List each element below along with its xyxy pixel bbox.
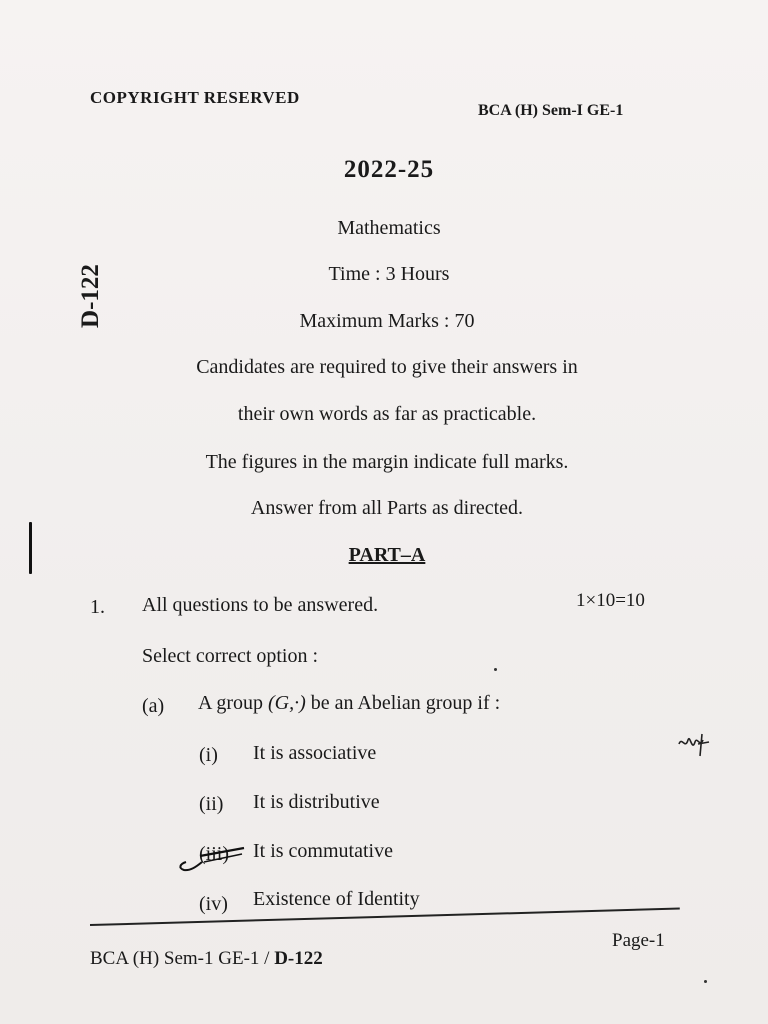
speck: [704, 980, 707, 983]
question-subtext: Select correct option :: [142, 645, 319, 667]
side-paper-code: D-122: [77, 264, 104, 328]
subquestion-text-before: A group: [198, 692, 268, 714]
question-number: 1.: [90, 596, 105, 618]
course-code-header: BCA (H) Sem-I GE-1: [478, 102, 624, 119]
option-number-marked: (iii): [199, 843, 229, 865]
option-text: It is commutative: [253, 840, 393, 862]
group-notation: (G,·): [268, 692, 306, 714]
instruction-line: The figures in the margin indicate full marks.: [205, 451, 569, 473]
exam-time: Time : 3 Hours: [328, 263, 450, 285]
instruction-line: their own words as far as practicable.: [237, 403, 537, 425]
handwritten-tick-icon: [176, 840, 246, 874]
option-number: (i): [199, 744, 218, 766]
subquestion-text: [198, 692, 500, 715]
footer-course-prefix: BCA (H) Sem-1 GE-1 /: [90, 948, 275, 969]
instruction-line: Answer from all Parts as directed.: [250, 497, 524, 519]
footer-course-code: [90, 948, 323, 970]
exam-year: 2022-25: [343, 156, 435, 183]
copyright-notice: COPYRIGHT RESERVED: [90, 88, 300, 107]
question-text: All questions to be answered.: [142, 594, 379, 616]
option-text: It is associative: [253, 742, 377, 764]
option-number: (iv): [199, 893, 228, 915]
subquestion-label: (a): [142, 695, 165, 717]
exam-subject: Mathematics: [337, 217, 441, 239]
question-marks: 1×10=10: [576, 590, 645, 611]
speck: [494, 668, 497, 671]
handwritten-scribble-icon: [676, 730, 712, 760]
option-text: Existence of Identity: [253, 888, 420, 910]
exam-max-marks: Maximum Marks : 70: [299, 310, 475, 332]
part-heading: PART–A: [348, 544, 426, 566]
subquestion-text-after: be an Abelian group if :: [305, 692, 501, 714]
page-number: Page-1: [612, 930, 665, 951]
option-number: (ii): [199, 793, 224, 815]
option-text: It is distributive: [253, 791, 380, 813]
footer-paper-code: D-122: [274, 948, 323, 969]
instruction-line: Candidates are required to give their answers in: [196, 356, 578, 378]
